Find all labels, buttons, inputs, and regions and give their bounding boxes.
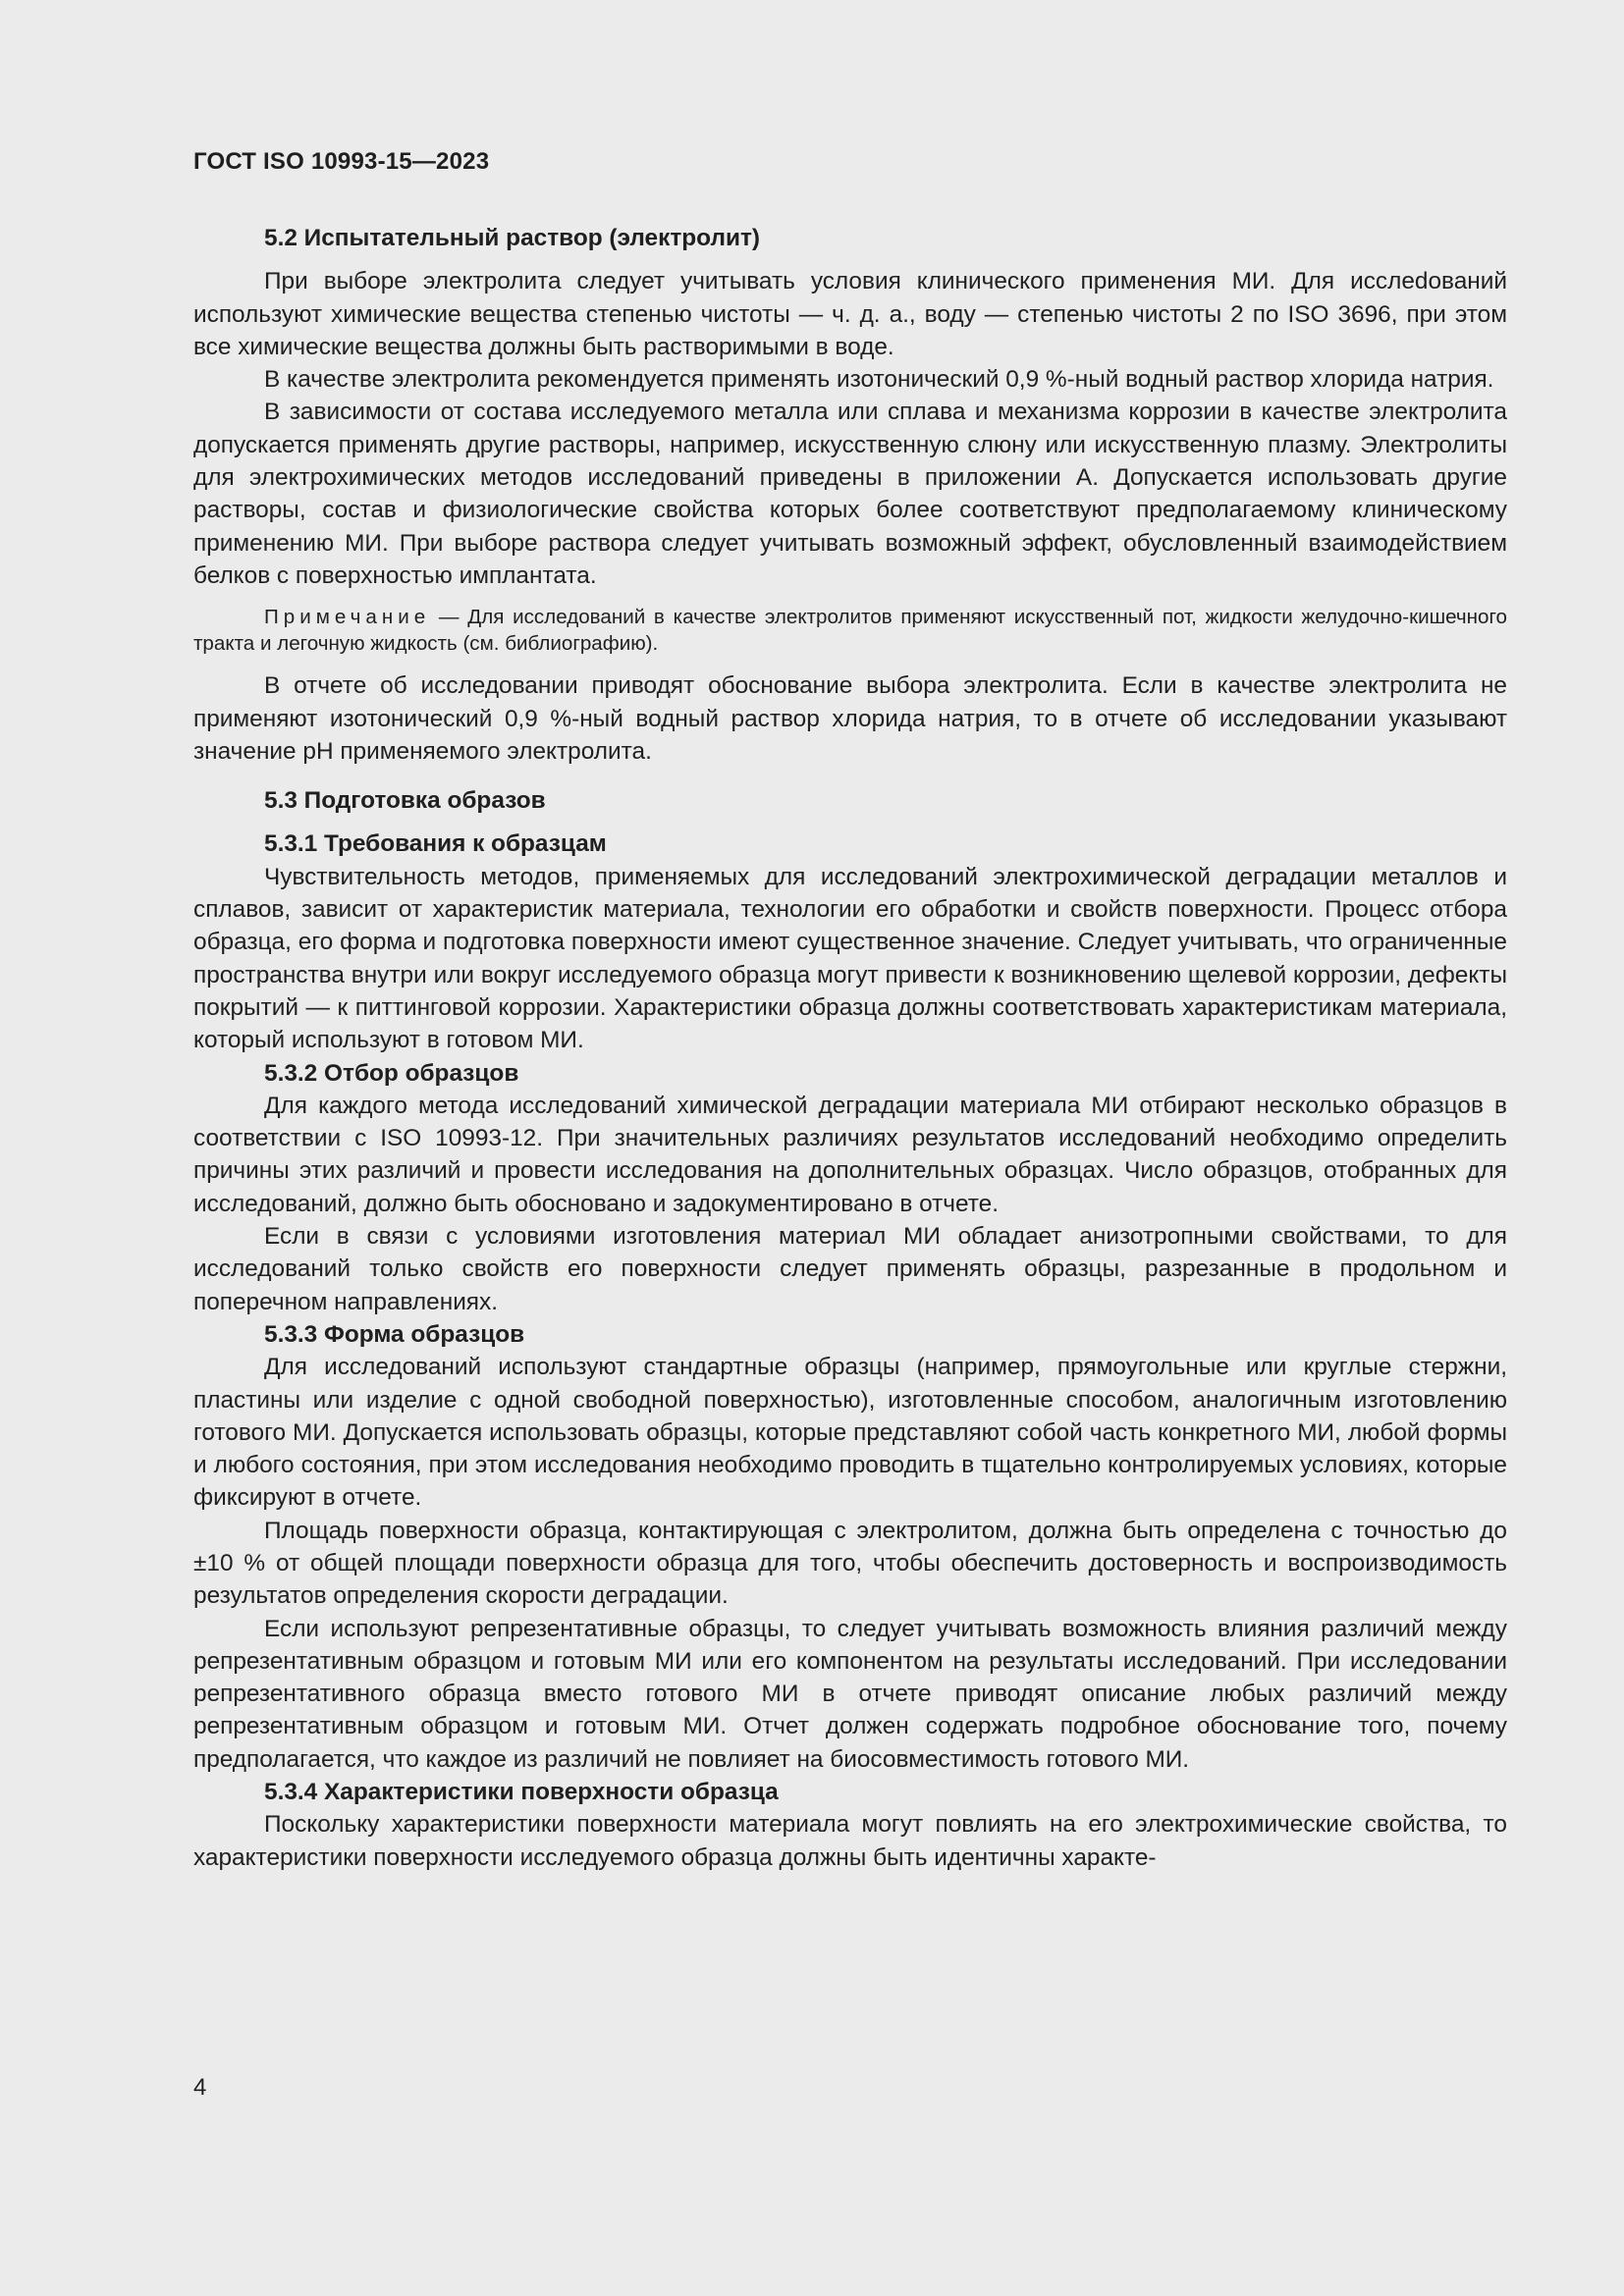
paragraph: Поскольку характеристики поверхности материала могут повлиять на его электрохимические свойства, то характеристики поверхности исследуемого образца должны быть идентичны характе- bbox=[193, 1811, 1507, 1871]
section-5-3-2-heading: 5.3.2 Отбор образцов bbox=[264, 1059, 519, 1087]
paragraph: При выборе электролита следует учитывать условия клинического применения МИ. Для исслеdований используют химические вещества степенью чистоты — ч. д. а., воду — степенью чистоты 2 по ISO 3696, при этом все химические вещества должны быть растворимыми в воде. bbox=[193, 268, 1507, 360]
paragraph: Для каждого метода исследований химической деградации материала МИ отбирают несколько образцов в соответствии с ISO 10993-12. При значительных различиях результатов исследований необходимо определить причины этих различий и провести исследования на дополнительных образцах. Число образцов, отобранных для исследований, должно быть обосновано и задокументировано в отчете. bbox=[193, 1092, 1507, 1217]
paragraph: Площадь поверхности образца, контактирующая с электролитом, должна быть определена с точностью до ±10 % от общей площади поверхности образца для того, чтобы обеспечить достоверность и воспроизводимость результатов определения скорости деградации. bbox=[193, 1517, 1507, 1610]
page-number: 4 bbox=[193, 2074, 207, 2101]
paragraph: В качестве электролита рекомендуется применять изотонический 0,9 %-ный водный раствор хлорида натрия. bbox=[264, 366, 1494, 394]
paragraph: Чувствительность методов, применяемых для исследований электрохимической деградации металлов и сплавов, зависит от характеристик материала, технологии его обработки и свойств поверхности. Процесс отбора образца, его форма и подготовка поверхности имеют существенное значение. Следует учитывать, что ограниченные пространства внутри или вокруг исследуемого образца могут привести к возникновению щелевой коррозии, дефекты покрытий — к питтинговой коррозии. Характеристики образца должны соответствовать характеристикам материала, который используют в готовом МИ. bbox=[193, 863, 1507, 1054]
paragraph: Для исследований используют стандартные образцы (например, прямоугольные или круглые стержни, пластины или изделие с одной свободной поверхностью), изготовленные способом, аналогичным изготовлению готового МИ. Допускается использовать образцы, которые представляют собой часть конкретного МИ, любой формы и любого состояния, при этом исследования необходимо проводить в тщательно контролируемых условиях, которые фиксируют в отчете. bbox=[193, 1354, 1507, 1512]
note bbox=[193, 605, 1507, 657]
note-text: — Для исследований в качестве электролитов применяют искусственный пот, жидкости желудочно-кишечного тракта и легочную жидкость (см. библиографию). bbox=[193, 606, 1507, 655]
document-header: ГОСТ ISO 10993-15—2023 bbox=[193, 148, 490, 175]
section-5-3-heading: 5.3 Подготовка образов bbox=[264, 787, 546, 815]
section-5-3-1-heading: 5.3.1 Требования к образцам bbox=[264, 830, 607, 858]
paragraph: Если используют репрезентативные образцы, то следует учитывать возможность влияния различий между репрезентативным образцом и готовым МИ или его компонентом на результаты исследований. При исследовании репрезентативного образца вместо готового МИ в отчете приводят описание любых различий между репрезентативным образцом и готовым МИ. Отчет должен содержать подробное обоснование того, почему предполагается, что каждое из различий не повлияет на биосовместимость готового МИ. bbox=[193, 1615, 1507, 1773]
paragraph: В зависимости от состава исследуемого металла или сплава и механизма коррозии в качестве электролита допускается применять другие растворы, например, искусственную слюну или искусственную плазму. Электролиты для электрохимических методов исследований приведены в приложении А. Допускается использовать другие растворы, состав и физиологические свойства которых более соответствуют предполагаемому клиническому применению МИ. При выборе раствора следует учитывать возможный эффект, обусловленный взаимодействием белков с поверхностью имплантата. bbox=[193, 399, 1507, 589]
paragraph: Если в связи с условиями изготовления материал МИ обладает анизотропными свойствами, то для исследований только свойств его поверхности следует применять образцы, разрезанные в продольном и поперечном направлениях. bbox=[193, 1223, 1507, 1315]
section-5-3-4-heading: 5.3.4 Характеристики поверхности образца bbox=[264, 1779, 779, 1806]
note-label: Примечание bbox=[264, 606, 431, 629]
document-body bbox=[193, 222, 1507, 1874]
paragraph: В отчете об исследовании приводят обоснование выбора электролита. Если в качестве электролита не применяют изотонический 0,9 %-ный водный раствор хлорида натрия, то в отчете об исследовании указывают значение pH применяемого электролита. bbox=[193, 672, 1507, 765]
section-5-3-3-heading: 5.3.3 Форма образцов bbox=[264, 1320, 525, 1348]
section-5-2-heading: 5.2 Испытательный раствор (электролит) bbox=[264, 225, 761, 251]
